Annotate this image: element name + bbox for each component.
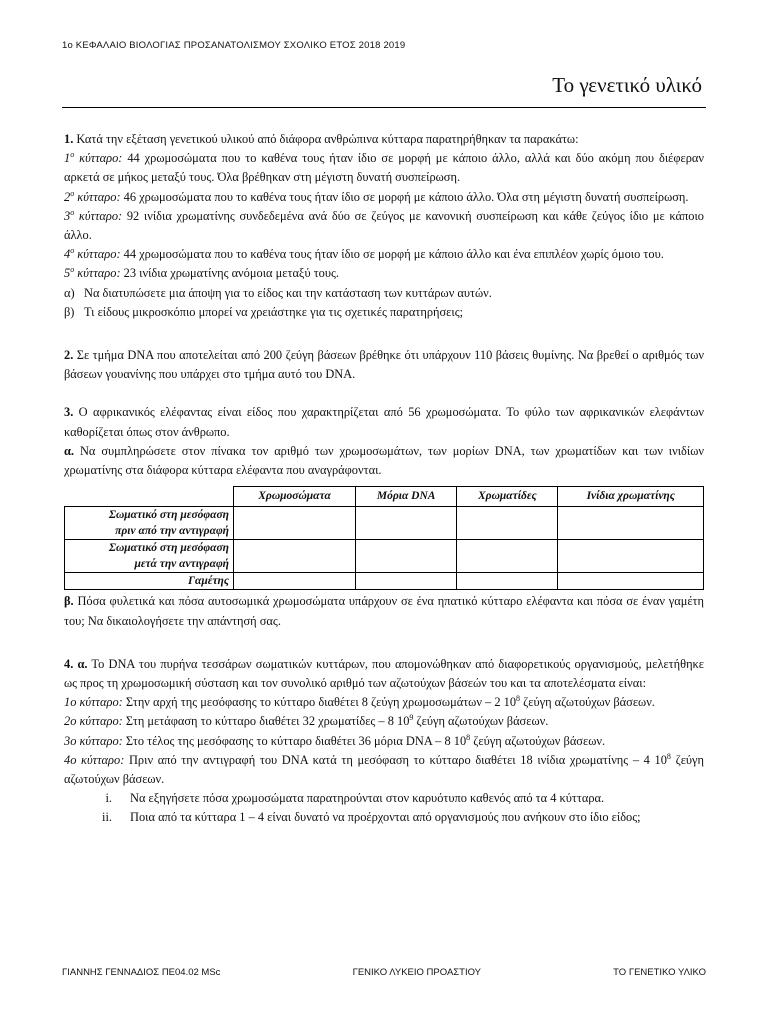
cell-label: κύτταρο: [74, 266, 121, 281]
page-footer [62, 967, 706, 978]
cell-number: 5 [64, 266, 71, 281]
row-label-line: Σωματικό στη μεσόφαση [108, 509, 229, 522]
q2-text: Σε τμήμα DNA που αποτελείται από 200 ζεύγη βάσεων βρέθηκε ότι υπάρχουν 110 βάσεις θυμίνης. Να βρεθεί ο αριθμός των βάσεων γουανίνης που υπάρχει στο τμήμα αυτό του DNA. [64, 348, 704, 382]
cell-label: 3ο κύτταρο: [64, 733, 123, 748]
table-cell[interactable] [457, 540, 558, 573]
cell-text: Στη μετάφαση το κύτταρο διαθέτει 32 χρωματίδες – 8 10 [122, 714, 410, 729]
q1-cell-2 [64, 188, 704, 207]
cell-text: Στην αρχή της μεσόφασης το κύτταρο διαθέτει 8 ζεύγη χρωμοσωμάτων – 2 10 [122, 695, 517, 710]
cell-text: 44 χρωμοσώματα που το καθένα τους ήταν ίδιο σε μορφή με κάποιο άλλο, αλλά και δύο ακόμη που διέφεραν αρκετά σε μήκος μεταξύ τους. Όλα βρέθηκαν στη μέγιστη δυνατή συσπείρωση. [64, 151, 705, 185]
cell-sup: ο [70, 188, 75, 198]
cell-number: 1 [64, 151, 71, 166]
cell-label: κύτταρο: [74, 208, 123, 223]
q1-sub-b [64, 303, 704, 322]
q4-sub-ii [64, 808, 704, 827]
q1-sub-a [64, 284, 704, 303]
cell-label: 2ο κύτταρο: [64, 714, 123, 729]
q4-cell-2 [64, 712, 704, 731]
cell-sup: ο [70, 265, 75, 275]
col-chromatin-fibers: Ινίδια χρωματίνης [558, 487, 704, 507]
row-label [65, 507, 234, 540]
cell-sup: ο [70, 150, 75, 160]
table-cell[interactable] [356, 573, 457, 590]
sub-text: Τι είδους μικροσκόπιο μπορεί να χρειάστηκε για τις σχετικές παρατηρήσεις; [84, 304, 464, 319]
table-cell[interactable] [558, 540, 704, 573]
sub-mark: β) [64, 304, 75, 319]
q1-cell-1 [64, 149, 704, 187]
sub-text: Ποια από τα κύτταρα 1 – 4 είναι δυνατό να προέρχονται από οργανισμούς που ανήκουν στο ίδιο είδος; [130, 810, 641, 825]
col-dna-molecules: Μόρια DNA [356, 487, 457, 507]
q4-cell-1 [64, 693, 704, 712]
q1-subquestions [64, 284, 704, 322]
cell-text: 44 χρωμοσώματα που το καθένα τους ήταν ίδιο σε μορφή με κάποιο άλλο και ένα επιπλέον χωρίς όμοιο του. [120, 247, 664, 262]
q2-number: 2. [64, 348, 74, 363]
q4-sub-i [64, 789, 704, 808]
cell-text-end: ζεύγη αζωτούχων βάσεων. [413, 714, 549, 729]
q1-cell-3 [64, 207, 704, 245]
q3-b-mark: β. [64, 594, 74, 609]
exponent: 8 [666, 751, 671, 761]
exponent: 8 [466, 732, 471, 742]
cell-text-end: ζεύγη αζωτούχων βάσεων. [470, 733, 606, 748]
cell-number: 2 [64, 189, 71, 204]
q3-a [64, 442, 704, 480]
q4-cell-4 [64, 751, 704, 789]
q4-intro-text: Το DNA του πυρήνα τεσσάρων σωματικών κυττάρων, που απομονώθηκαν από διαφορετικούς οργανισμούς, μελετήθηκε ως προς τη χρωμοσωμική σύσταση και τον συνολικό αριθμό των αζωτούχων βάσεών του και τα αποτελέσματα είναι: [64, 656, 704, 691]
content [64, 130, 704, 828]
col-chromosomes: Χρωμοσώματα [234, 487, 356, 507]
cell-label: κύτταρο: [74, 151, 123, 166]
row-label-line: πριν από την αντιγραφή [115, 525, 229, 538]
row-label-line: μετά την αντιγραφή [134, 558, 229, 571]
sub-mark: ii. [102, 810, 112, 825]
q3-intro-text: Ο αφρικανικός ελέφαντας είναι είδος που χαρακτηρίζεται από 56 χρωμοσώματα. Το φύλο των αφρικανικών ελεφάντων καθορίζεται όπως στον άνθρωπο. [64, 405, 704, 439]
cell-text-end: ζεύγη αζωτούχων βάσεων. [64, 752, 704, 787]
row-label: Γαμέτης [65, 573, 234, 590]
q3-b-text: Πόσα φυλετικά και πόσα αυτοσωμικά χρωμοσώματα υπάρχουν σε ένα ηπατικό κύτταρο ελέφαντα και πόσα σε έναν γαμέτη του; Να δικαιολογήσετε την απάντησή σας. [64, 594, 704, 628]
chromosome-table [64, 486, 704, 590]
sub-text: Να εξηγήσετε πόσα χρωμοσώματα παρατηρούνται στον καρυότυπο καθενός από τα 4 κύτταρα. [130, 791, 605, 806]
cell-text-end: ζεύγη αζωτούχων βάσεων. [520, 695, 655, 710]
table-cell[interactable] [457, 507, 558, 540]
cell-label: κύτταρο: [74, 189, 121, 204]
footer-author: ΓΙΑΝΝΗΣ ΓΕΝΝΑΔΙΟΣ ΠΕ04.02 MSc [62, 967, 221, 978]
table-cell[interactable] [234, 540, 356, 573]
table-row [65, 507, 704, 540]
q3-intro [64, 403, 704, 441]
page-title: Το γενετικό υλικό [552, 73, 702, 97]
sub-text: Να διατυπώσετε μια άποψη για το είδος και την κατάσταση των κυττάρων αυτών. [84, 285, 492, 300]
exponent: 9 [409, 713, 414, 723]
col-chromatids: Χρωματίδες [457, 487, 558, 507]
table-header-row [65, 487, 704, 507]
q3-b [64, 592, 704, 630]
table-cell[interactable] [558, 573, 704, 590]
q1-intro [64, 130, 704, 149]
cell-sup: ο [70, 246, 75, 256]
cell-text: 46 χρωμοσώματα που το καθένα τους ήταν ίδιο σε μορφή με κάποιο άλλο. Όλα στη μέγιστη δυνατή συσπείρωση. [120, 189, 689, 204]
cell-text: 92 ινίδια χρωματίνης συνδεδεμένα ανά δύο σε ζεύγος με κανονική συσπείρωση και κάθε ζεύγος ίδιο με κάποιο άλλο. [64, 208, 704, 243]
table-corner [65, 487, 234, 507]
sub-mark: i. [105, 791, 112, 806]
footer-topic: ΤΟ ΓΕΝΕΤΙΚΟ ΥΛΙΚΟ [613, 967, 706, 978]
cell-label: 4ο κύτταρο: [64, 752, 125, 767]
cell-number: 3 [64, 208, 71, 223]
q4-number: 4. α. [64, 656, 88, 671]
q3-number: 3. [64, 405, 74, 420]
cell-number: 4 [64, 247, 71, 262]
table-row [65, 573, 704, 590]
cell-text: Στο τέλος της μεσόφασης το κύτταρο διαθέτει 36 μόρια DNA – 8 10 [122, 733, 467, 748]
table-cell[interactable] [234, 507, 356, 540]
cell-label: 1ο κύτταρο: [64, 695, 123, 710]
table-cell[interactable] [558, 507, 704, 540]
sub-mark: α) [64, 285, 75, 300]
cell-label: κύτταρο: [74, 247, 121, 262]
table-cell[interactable] [356, 507, 457, 540]
q3-a-mark: α. [64, 443, 75, 458]
q3-a-text: Να συμπληρώσετε στον πίνακα τον αριθμό των χρωμοσωμάτων, των μορίων DNA, των χρωματίδων και των ινιδίων χρωματίνης στα διάφορα κύτταρα ελέφαντα που αναγράφονται. [64, 443, 704, 478]
q4-cell-3 [64, 732, 704, 751]
page-header: 1ο ΚΕΦΑΛΑΙΟ ΒΙΟΛΟΓΙΑΣ ΠΡΟΣΑΝΑΤΟΛΙΣΜΟΥ ΣΧΟΛΙΚΟ ΕΤΟΣ 2018 2019 [62, 40, 406, 51]
q1-cell-5 [64, 264, 704, 283]
q1-number: 1. [64, 132, 74, 146]
q1-intro-text: Κατά την εξέταση γενετικού υλικού από διάφορα ανθρώπινα κύτταρα παρατηρήθηκαν τα παρακάτω: [73, 132, 579, 146]
cell-text: 23 ινίδια χρωματίνης ανόμοια μεταξύ τους. [120, 266, 340, 281]
row-label [65, 540, 234, 573]
cell-sup: ο [70, 207, 75, 217]
q2 [64, 346, 704, 384]
footer-school: ΓΕΝΙΚΟ ΛΥΚΕΙΟ ΠΡΟΑΣΤΙΟΥ [352, 967, 482, 978]
title-rule [62, 107, 706, 108]
table-cell[interactable] [234, 573, 356, 590]
q1-cell-4 [64, 245, 704, 264]
table-row [65, 540, 704, 573]
q4-intro [64, 655, 704, 693]
table-cell[interactable] [356, 540, 457, 573]
table-cell[interactable] [457, 573, 558, 590]
cell-text: Πριν από την αντιγραφή του DNA κατά τη μεσόφαση το κύτταρο διαθέτει 18 ινίδια χρωματίνης – 4 10 [124, 752, 667, 767]
exponent: 8 [516, 694, 521, 704]
row-label-line: Σωματικό στη μεσόφαση [108, 542, 229, 555]
